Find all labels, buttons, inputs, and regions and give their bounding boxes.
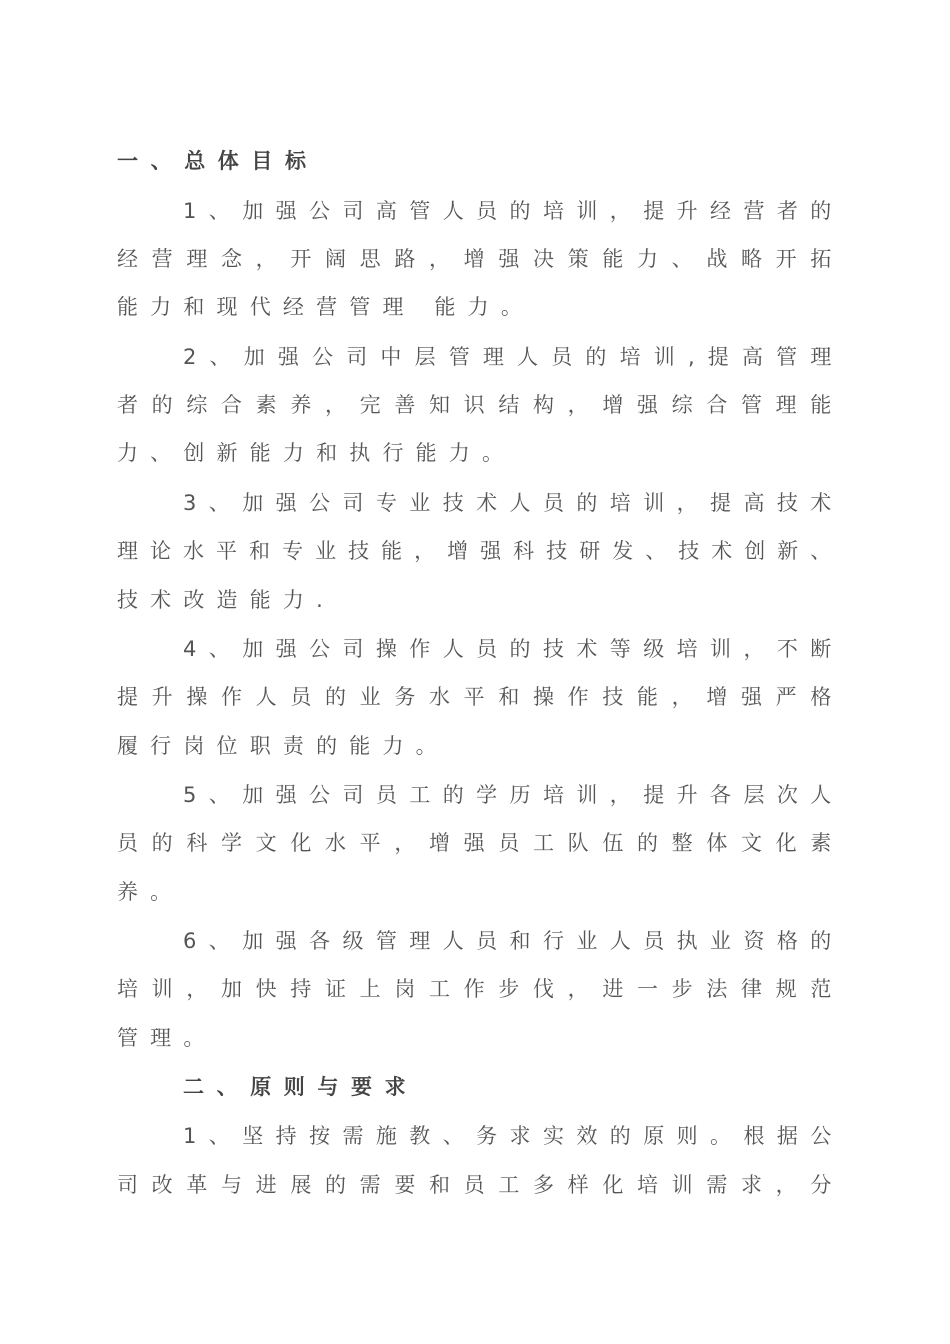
paragraph-line: 1、坚持按需施教、务求实效的原则。根据公 xyxy=(183,1124,833,1148)
section-heading-principles: 二、原则与要求 xyxy=(183,1075,419,1099)
paragraph-line: 者的综合素养，完善知识结构，增强综合管理能 xyxy=(117,393,833,417)
paragraph-line: 6、加强各级管理人员和行业人员执业资格的 xyxy=(183,929,833,953)
paragraph-line: 2、加强公司中层管理人员的培训,提高管理 xyxy=(183,345,833,369)
paragraph-line: 能力和现代经营管理 能力。 xyxy=(117,295,535,319)
section-heading-goals: 一、总体目标 xyxy=(117,149,319,173)
paragraph-line: 3、加强公司专业技术人员的培训，提高技术 xyxy=(183,491,833,515)
paragraph-line: 养。 xyxy=(117,880,184,904)
paragraph-line: 经营理念，开阔思路，增强决策能力、战略开拓 xyxy=(117,247,833,271)
paragraph-line: 管理。 xyxy=(117,1026,217,1050)
paragraph-line: 提升操作人员的业务水平和操作技能，增强严格 xyxy=(117,685,833,709)
paragraph-line: 1、加强公司高管人员的培训，提升经营者的 xyxy=(183,199,833,223)
paragraph-line: 力、创新能力和执行能力。 xyxy=(117,441,516,465)
paragraph-line: 培训，加快持证上岗工作步伐，进一步法律规范 xyxy=(117,977,833,1001)
paragraph-line: 5、加强公司员工的学历培训，提升各层次人 xyxy=(183,783,833,807)
paragraph-line: 理论水平和专业技能，增强科技研发、技术创新、 xyxy=(117,539,833,563)
paragraph-line: 4、加强公司操作人员的技术等级培训，不断 xyxy=(183,637,833,661)
paragraph-line: 司改革与进展的需要和员工多样化培训需求，分 xyxy=(117,1173,833,1197)
paragraph-line: 履行岗位职责的能力。 xyxy=(117,734,449,758)
paragraph-line: 员的科学文化水平，增强员工队伍的整体文化素 xyxy=(117,831,833,855)
paragraph-line: 技术改造能力. xyxy=(117,588,335,612)
